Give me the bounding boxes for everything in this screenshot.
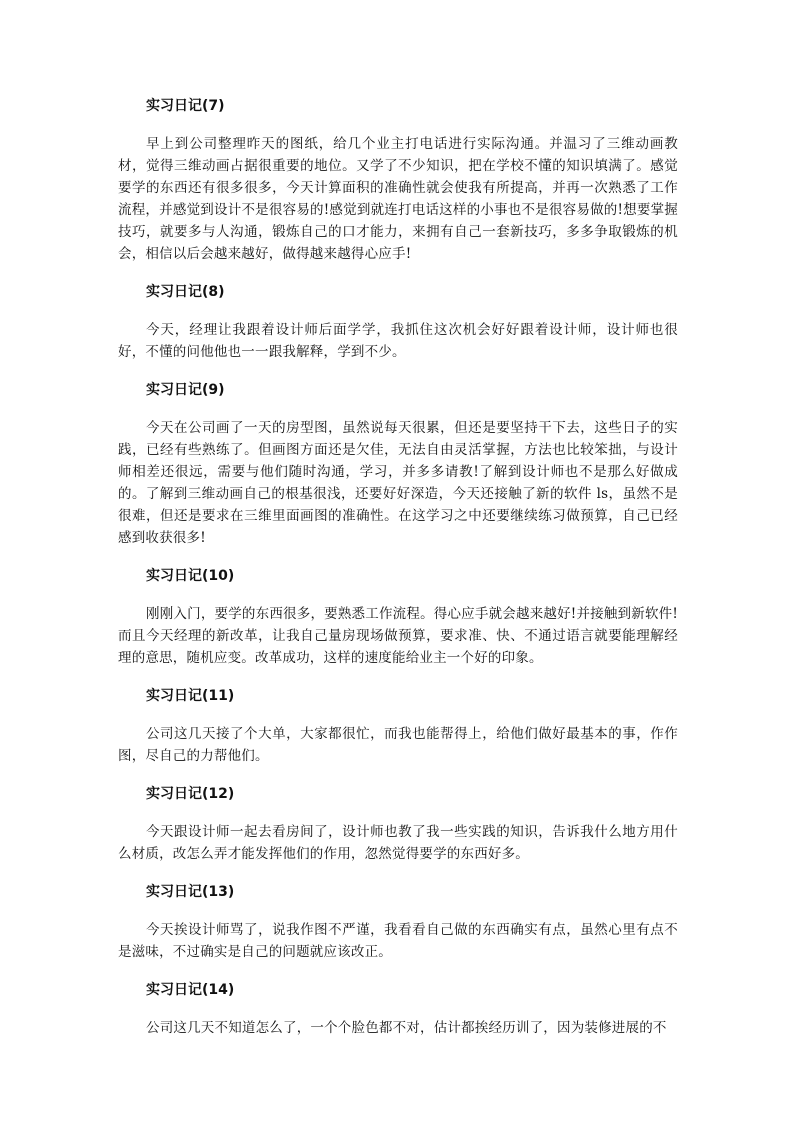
diary-entry xyxy=(118,784,678,865)
entry-body: 今天跟设计师一起去看房间了，设计师也教了我一些实践的知识，告诉我什么地方用什么材质，改怎么弄才能发挥他们的作用，忽然觉得要学的东西好多。 xyxy=(118,824,678,862)
entry-title: 实习日记(14) xyxy=(146,982,235,998)
entry-body: 今天在公司画了一天的房型图，虽然说每天很累，但还是要坚持干下去，这些日子的实践，已经有些熟练了。但画图方面还是欠佳，无法自由灵活掌握，方法也比较笨拙，与设计师相差还很远，需要与他们随时沟通，学习，并多多请教!了解到设计师也不是那么好做成的。了解到三维动画自己的根基很浅，还要好好深造，今天还接触了新的软件 ls，虽然不是很难，但还是要求在三维里面画图的准确性。在这学习之中还要继续练习做预算，自己已经感到收获很多! xyxy=(118,420,678,546)
entry-title: 实习日记(9) xyxy=(146,382,225,398)
diary-entry xyxy=(118,380,678,549)
entry-body: 今天挨设计师骂了，说我作图不严谨，我看看自己做的东西确实有点，虽然心里有点不是滋味，不过确实是自己的问题就应该改正。 xyxy=(118,922,678,960)
entry-title: 实习日记(7) xyxy=(146,98,225,114)
document-content xyxy=(118,96,678,1056)
entry-title: 实习日记(12) xyxy=(146,786,235,802)
entry-title: 实习日记(8) xyxy=(146,284,225,300)
entry-title: 实习日记(13) xyxy=(146,884,235,900)
entry-body: 公司这几天不知道怎么了，一个个脸色都不对，估计都挨经历训了，因为装修进展的不 xyxy=(146,1020,667,1036)
entry-body: 早上到公司整理昨天的图纸，给几个业主打电话进行实际沟通。并温习了三维动画教材，觉得三维动画占据很重要的地位。又学了不少知识，把在学校不懂的知识填满了。感觉要学的东西还有很多很多，今天计算面积的准确性就会使我有所提高，并再一次熟悉了工作流程，并感觉到设计不是很容易的!感觉到就连打电话这样的小事也不是很容易做的!想要掌握技巧，就要多与人沟通，锻炼自己的口才能力，来拥有自己一套新技巧，多多争取锻炼的机会，相信以后会越来越好，做得越来越得心应手! xyxy=(118,136,678,262)
entry-body: 今天，经理让我跟着设计师后面学学，我抓住这次机会好好跟着设计师，设计师也很好，不懂的问他他也一一跟我解释，学到不少。 xyxy=(118,322,678,360)
diary-entry xyxy=(118,566,678,669)
diary-entry xyxy=(118,686,678,767)
entry-title: 实习日记(10) xyxy=(146,568,235,584)
entry-body: 刚刚入门，要学的东西很多，要熟悉工作流程。得心应手就会越来越好!并接触到新软件!而且今天经理的新改革，让我自己量房现场做预算，要求准、快、不通过语言就要能理解经理的意思，随机应变。改革成功，这样的速度能给业主一个好的印象。 xyxy=(118,606,678,666)
diary-entry xyxy=(118,96,678,265)
entry-title: 实习日记(11) xyxy=(146,688,235,704)
entry-body: 公司这几天接了个大单，大家都很忙，而我也能帮得上，给他们做好最基本的事，作作图，尽自己的力帮他们。 xyxy=(118,726,678,764)
diary-entry xyxy=(118,282,678,363)
diary-entry xyxy=(118,980,678,1039)
diary-entry xyxy=(118,882,678,963)
